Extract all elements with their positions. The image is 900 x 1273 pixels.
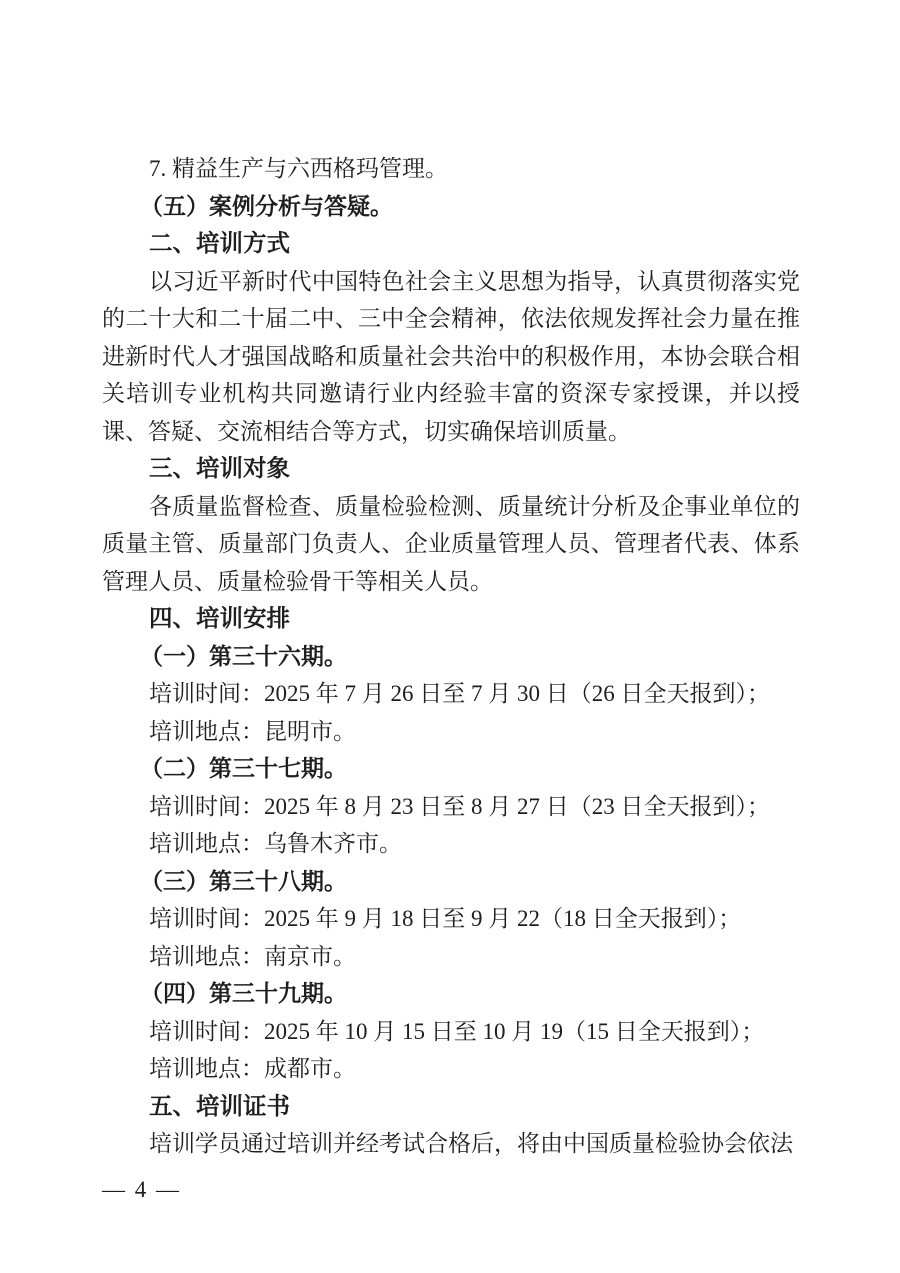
- paragraph-line: 的二十大和二十届二中、三中全会精神，依法依规发挥社会力量在推: [102, 306, 800, 331]
- session-location: 培训地点：南京市。: [149, 943, 356, 969]
- paragraph-line: 质量主管、质量部门负责人、企业质量管理人员、管理者代表、体系: [102, 531, 800, 556]
- session-heading-37: （二）第三十七期。: [140, 756, 347, 781]
- section-heading-certificate: 五、培训证书: [149, 1092, 290, 1119]
- sub-heading-case-analysis: （五）案例分析与答疑。: [140, 193, 393, 219]
- session-heading-39: （四）第三十九期。: [140, 981, 347, 1006]
- session-time: 培训时间：2025 年 7 月 26 日至 7 月 30 日（26 日全天报到）；: [149, 681, 770, 706]
- session-location: 培训地点：乌鲁木齐市。: [149, 831, 402, 856]
- session-heading-38: （三）第三十八期。: [140, 868, 347, 894]
- session-time: 培训时间：2025 年 8 月 23 日至 8 月 27 日（23 日全天报到）；: [149, 793, 770, 819]
- page-number: — 4 —: [102, 1177, 181, 1202]
- section-heading-trainees: 三、培训对象: [149, 455, 290, 481]
- paragraph-line: 各质量监督检查、质量检验检测、质量统计分析及企事业单位的: [149, 493, 800, 519]
- page-footer: [102, 1171, 181, 1209]
- paragraph-line: 进新时代人才强国战略和质量社会共治中的积极作用，本协会联合相: [102, 343, 800, 369]
- section-heading-schedule: 四、培训安排: [149, 605, 290, 631]
- paragraph-line: 以习近平新时代中国特色社会主义思想为指导，认真贯彻落实党: [149, 268, 800, 294]
- list-item-7: 7. 精益生产与六西格玛管理。: [149, 156, 448, 181]
- session-time: 培训时间：2025 年 10 月 15 日至 10 月 19（15 日全天报到）；: [149, 1018, 765, 1044]
- session-location: 培训地点：昆明市。: [149, 718, 356, 744]
- paragraph-line: 培训学员通过培训并经考试合格后，将由中国质量检验协会依法: [149, 1131, 793, 1156]
- session-time: 培训时间：2025 年 9 月 18 日至 9 月 22（18 日全天报到）；: [149, 906, 742, 931]
- session-location: 培训地点：成都市。: [149, 1056, 356, 1081]
- section-heading-training-method: 二、培训方式: [149, 230, 290, 256]
- paragraph-line: 关培训专业机构共同邀请行业内经验丰富的资深专家授课，并以授: [102, 381, 800, 406]
- session-heading-36: （一）第三十六期。: [140, 643, 347, 669]
- paragraph-line: 课、答疑、交流相结合等方式，切实确保培训质量。: [102, 418, 631, 444]
- document-content: [102, 150, 800, 1163]
- paragraph-line: 管理人员、质量检验骨干等相关人员。: [102, 568, 493, 594]
